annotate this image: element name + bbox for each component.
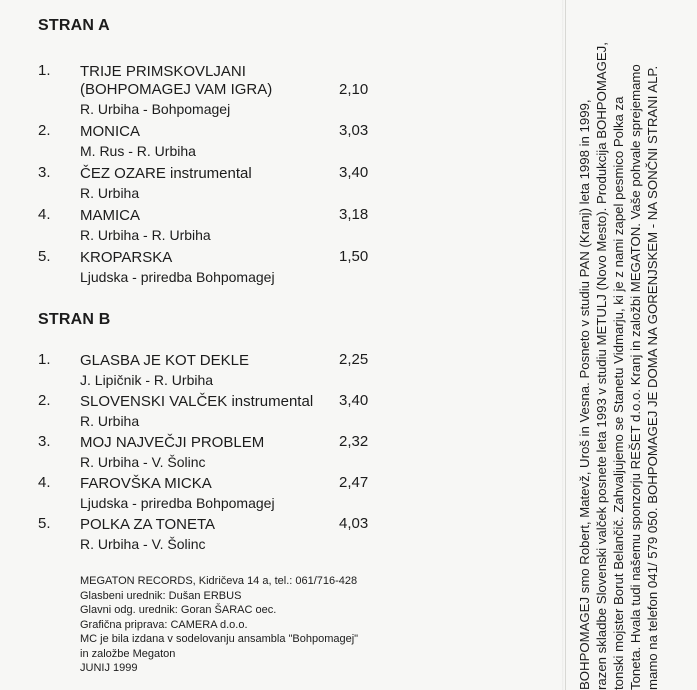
track-b-2 xyxy=(38,392,558,432)
credits-line: MEGATON RECORDS, Kidričeva 14 a, tel.: 061/716-428 xyxy=(80,575,358,587)
track-number: 4. xyxy=(38,206,51,223)
track-b-4 xyxy=(38,474,558,514)
credits-line: MC je bila izdana v sodelovanju ansambla "Bohpomagej" xyxy=(80,633,359,645)
track-duration: 2,47 xyxy=(339,474,369,491)
label-credits xyxy=(80,574,358,676)
track-title: TRIJE PRIMSKOVLJANI xyxy=(80,63,246,80)
track-number: 1. xyxy=(38,351,51,368)
track-a-2 xyxy=(38,122,558,162)
track-b-1 xyxy=(38,351,558,391)
track-credit: R. Urbiha xyxy=(80,185,140,201)
track-credit: M. Rus - R. Urbiha xyxy=(80,143,196,159)
track-number: 4. xyxy=(38,474,51,491)
track-number: 3. xyxy=(38,164,51,181)
liner-line: BOHPOMAGEJ smo Robert, Matevž, Uroš in Vesna. Posneto v studiu PAN (Kranj) leta 1998 in 1999, xyxy=(577,99,592,690)
track-a-4 xyxy=(38,206,558,246)
track-duration: 2,25 xyxy=(339,351,369,368)
credits-line: Glavni odg. urednik: Goran ŠARAC oec. xyxy=(80,604,277,616)
track-duration: 3,40 xyxy=(339,164,369,181)
track-b-3 xyxy=(38,433,558,473)
liner-line: razen skladbe Slovenski valček posnete leta 1993 v studiu METULJ (Novo Mesto). Produkcija BOHPOMAGEJ, xyxy=(593,42,609,690)
fold-shadow xyxy=(562,0,564,690)
spine-liner-notes xyxy=(577,0,690,690)
track-credit: Ljudska - priredba Bohpomagej xyxy=(80,269,275,285)
track-duration: 2,10 xyxy=(339,81,369,98)
liner-line: mamo na telefon 041/ 579 050. BOHPOMAGEJ JE DOMA NA GORENJSKEM - NA SONČNI STRANI ALP. xyxy=(644,65,660,690)
track-number: 2. xyxy=(38,392,51,409)
fold-line xyxy=(565,0,566,690)
track-duration: 3,40 xyxy=(339,392,369,409)
credits-line: Grafična priprava: CAMERA d.o.o. xyxy=(80,618,248,631)
credits-line: JUNIJ 1999 xyxy=(80,662,138,674)
track-credit: R. Urbiha - V. Šolinc xyxy=(80,536,206,552)
track-title: ČEZ OZARE instrumental xyxy=(80,165,252,182)
side-b-heading: STRAN B xyxy=(38,311,111,328)
track-duration: 1,50 xyxy=(339,248,369,265)
track-number: 5. xyxy=(38,248,51,265)
track-credit: R. Urbiha - Bohpomagej xyxy=(80,101,231,117)
track-number: 5. xyxy=(38,515,51,532)
track-title: POLKA ZA TONETA xyxy=(80,516,216,533)
track-title: MOJ NAJVEČJI PROBLEM xyxy=(80,434,265,451)
track-credit: Ljudska - priredba Bohpomagej xyxy=(80,495,275,511)
track-duration: 2,32 xyxy=(339,433,369,450)
track-duration: 3,18 xyxy=(339,206,369,223)
track-title: GLASBA JE KOT DEKLE xyxy=(80,352,249,369)
track-credit: R. Urbiha - R. Urbiha xyxy=(80,227,211,243)
credits-line: Glasbeni urednik: Dušan ERBUS xyxy=(80,589,242,602)
track-b-5 xyxy=(38,515,558,555)
track-duration: 4,03 xyxy=(339,515,369,532)
track-title: MONICA xyxy=(80,123,140,140)
track-number: 3. xyxy=(38,433,51,450)
track-title: SLOVENSKI VALČEK instrumental xyxy=(80,393,314,410)
track-credit: J. Lipičnik - R. Urbiha xyxy=(80,372,214,388)
track-title: FAROVŠKA MICKA xyxy=(80,475,212,492)
track-number: 1. xyxy=(38,62,51,79)
liner-line: tonski mojster Borut Belančič. Zahvaljujemo se Stanetu Vidmarju, ki je z nami zapel pesmico Polka za xyxy=(610,96,626,690)
track-a-1 xyxy=(38,62,558,117)
side-a-heading: STRAN A xyxy=(38,17,110,34)
track-title: KROPARSKA xyxy=(80,249,173,266)
track-title-line2: (BOHPOMAGEJ VAM IGRA) xyxy=(80,81,273,98)
track-credit: R. Urbiha xyxy=(80,413,140,429)
liner-line: Toneta. Hvala tudi našemu sponzorju REŠET d.o.o. Kranj in založbi MEGATON. Vaše pohvale sprejemamo xyxy=(627,64,643,690)
track-duration: 3,03 xyxy=(339,122,369,139)
track-title: MAMICA xyxy=(80,207,140,224)
track-a-3 xyxy=(38,164,558,204)
credits-line: in založbe Megaton xyxy=(80,647,176,660)
track-number: 2. xyxy=(38,122,51,139)
track-credit: R. Urbiha - V. Šolinc xyxy=(80,454,206,470)
track-a-5 xyxy=(38,248,558,288)
